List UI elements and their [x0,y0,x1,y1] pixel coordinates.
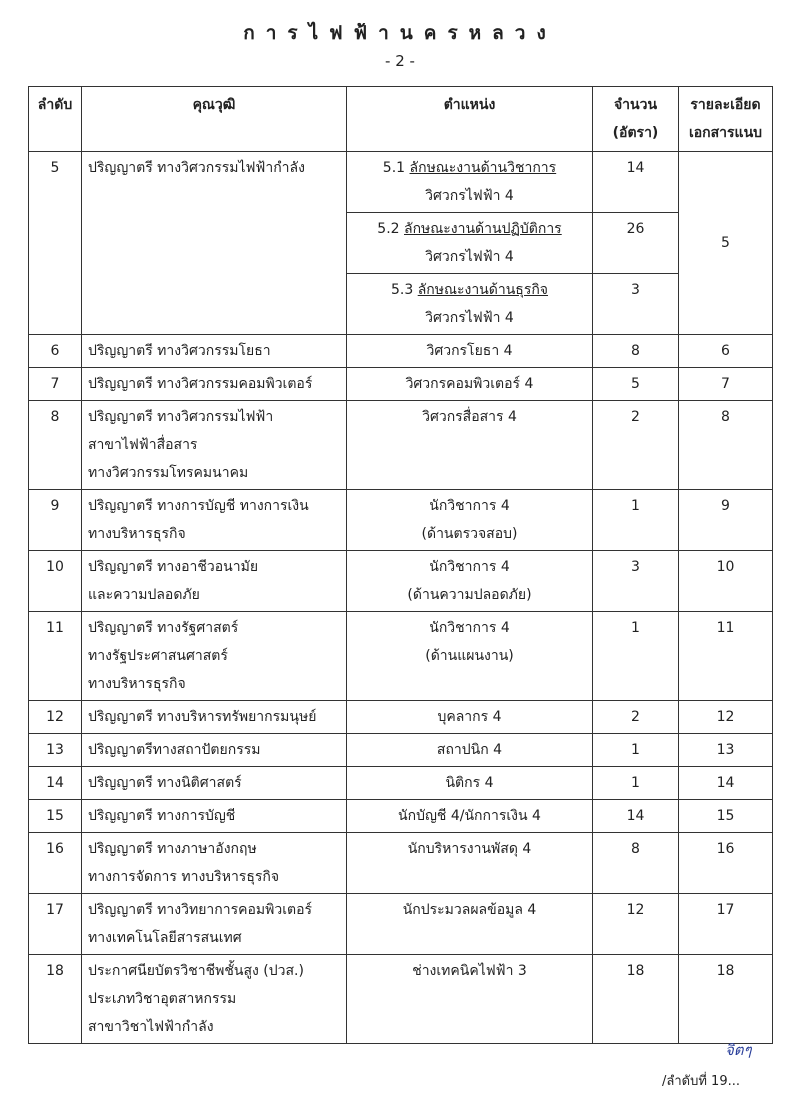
position-line: นักบัญชี 4/นักการเงิน 4 [398,808,541,824]
qualification-line: ทางรัฐประศาสนศาสตร์ [88,648,228,664]
col-header-position: ตำแหน่ง [347,87,593,152]
position-line: นักวิชาการ 4 [429,620,510,636]
cell-qualification [82,894,347,955]
cell-position [347,800,593,833]
position-line: วิศวกรคอมพิวเตอร์ 4 [405,376,534,392]
position-line: สถาปนิก 4 [436,742,503,758]
table-row [29,368,773,401]
cell-order: 6 [29,335,82,368]
cell-count: 1 [593,767,679,800]
cell-attachment: 5 [679,152,773,335]
position-line: นิติกร 4 [445,775,494,791]
qualification-line: และความปลอดภัย [88,587,200,603]
cell-attachment: 14 [679,767,773,800]
qualification-line: ทางเทคโนโลยีสารสนเทศ [88,930,242,946]
cell-qualification [82,767,347,800]
qualification-line: ปริญญาตรี ทางวิศวกรรมโยธา [88,343,271,359]
cell-attachment: 11 [679,612,773,701]
qualification-line: ปริญญาตรี ทางภาษาอังกฤษ [88,841,257,857]
position-line: (ด้านตรวจสอบ) [421,526,518,542]
qualification-line: ปริญญาตรี ทางบริหารทรัพยากรมนุษย์ [88,709,317,725]
cell-qualification [82,612,347,701]
cell-qualification [82,701,347,734]
sub-prefix: 5.1 [382,160,410,176]
cell-order: 16 [29,833,82,894]
cell-position [347,767,593,800]
table-row [29,490,773,551]
cell-count: 26 [593,213,679,274]
cell-qualification: ปริญญาตรี ทางวิศวกรรมไฟฟ้ากำลัง [82,152,347,335]
cell-position [347,833,593,894]
qualification-line: ทางบริหารธุรกิจ [88,676,186,692]
col-header-count: จำนวน (อัตรา) [593,87,679,152]
qualification-line: ปริญญาตรีทางสถาปัตยกรรม [88,742,261,758]
cell-qualification [82,490,347,551]
table-row [29,955,773,1044]
qualification-line: ปริญญาตรี ทางการบัญชี ทางการเงิน [88,498,309,514]
cell-order: 7 [29,368,82,401]
position-line: วิศวกรโยธา 4 [426,343,513,359]
cell-count: 18 [593,955,679,1044]
table-row [29,734,773,767]
qualification-line: ประเภทวิชาอุตสาหกรรม [88,991,237,1007]
cell-attachment: 16 [679,833,773,894]
qualification-line: ปริญญาตรี ทางวิศวกรรมไฟฟ้า [88,409,274,425]
position-line: นักประมวลผลข้อมูล 4 [402,902,537,918]
cell-position [347,274,593,335]
work-area: ลักษณะงานด้านวิชาการ [409,160,557,176]
qualification-line: สาขาวิชาไฟฟ้ากำลัง [88,1019,214,1035]
continuation-note: /ลำดับที่ 19... [662,1074,740,1089]
cell-order: 9 [29,490,82,551]
cell-position [347,955,593,1044]
col-header-attachment: รายละเอียด เอกสารแนบ [679,87,773,152]
cell-qualification [82,368,347,401]
cell-attachment: 6 [679,335,773,368]
cell-attachment: 12 [679,701,773,734]
cell-count: 2 [593,401,679,490]
table-row [29,800,773,833]
position-title: วิศวกรไฟฟ้า 4 [425,249,514,265]
position-line: บุคลากร 4 [437,709,502,725]
work-area: ลักษณะงานด้านปฏิบัติการ [404,221,562,237]
cell-position [347,368,593,401]
cell-attachment: 17 [679,894,773,955]
cell-order: 17 [29,894,82,955]
table-row [29,894,773,955]
cell-position [347,152,593,213]
cell-position [347,551,593,612]
cell-order: 8 [29,401,82,490]
positions-table [28,86,773,1044]
cell-position [347,490,593,551]
sub-prefix: 5.3 [390,282,418,298]
cell-order: 15 [29,800,82,833]
qualification-line: ทางวิศวกรรมโทรคมนาคม [88,465,249,481]
table-row [29,551,773,612]
position-title: วิศวกรไฟฟ้า 4 [425,188,514,204]
cell-attachment: 13 [679,734,773,767]
table-row [29,833,773,894]
cell-count: 14 [593,152,679,213]
cell-count: 14 [593,800,679,833]
cell-position [347,335,593,368]
cell-order: 5 [29,152,82,335]
cell-count: 1 [593,734,679,767]
qualification-line: ทางบริหารธุรกิจ [88,526,186,542]
qualification-line: ปริญญาตรี ทางอาชีวอนามัย [88,559,259,575]
col-header-order: ลำดับ [29,87,82,152]
cell-position [347,612,593,701]
cell-count: 2 [593,701,679,734]
cell-count: 12 [593,894,679,955]
cell-attachment: 9 [679,490,773,551]
cell-position [347,401,593,490]
qualification-line: ปริญญาตรี ทางการบัญชี [88,808,236,824]
cell-attachment: 8 [679,401,773,490]
cell-order: 11 [29,612,82,701]
cell-count: 8 [593,833,679,894]
table-row [29,335,773,368]
page-title: การไฟฟ้านครหลวง [243,22,557,44]
cell-order: 14 [29,767,82,800]
cell-order: 18 [29,955,82,1044]
qualification-line: ประกาศนียบัตรวิชาชีพชั้นสูง (ปวส.) [88,963,304,979]
cell-qualification [82,955,347,1044]
cell-count: 1 [593,490,679,551]
cell-qualification [82,551,347,612]
col-header-qualification: คุณวุฒิ [82,87,347,152]
cell-attachment: 18 [679,955,773,1044]
table-row [29,612,773,701]
qualification-line: ปริญญาตรี ทางวิศวกรรมคอมพิวเตอร์ [88,376,313,392]
cell-position [347,894,593,955]
cell-count: 8 [593,335,679,368]
cell-qualification [82,800,347,833]
cell-position [347,701,593,734]
cell-attachment: 15 [679,800,773,833]
cell-order: 10 [29,551,82,612]
cell-order: 12 [29,701,82,734]
cell-qualification [82,833,347,894]
qualification-line: ปริญญาตรี ทางวิทยาการคอมพิวเตอร์ [88,902,313,918]
work-area: ลักษณะงานด้านธุรกิจ [417,282,549,298]
table-row [29,401,773,490]
cell-count: 5 [593,368,679,401]
cell-qualification [82,401,347,490]
cell-qualification [82,734,347,767]
signature-initials: จิตๆ [725,1041,752,1059]
position-line: นักบริหารงานพัสดุ 4 [407,841,532,857]
page-number: - 2 - [385,52,415,70]
cell-count: 3 [593,551,679,612]
cell-order: 13 [29,734,82,767]
position-title: วิศวกรไฟฟ้า 4 [425,310,514,326]
cell-attachment: 10 [679,551,773,612]
position-line: ช่างเทคนิคไฟฟ้า 3 [412,963,527,979]
table-row [29,767,773,800]
position-line: นักวิชาการ 4 [429,559,510,575]
cell-count: 1 [593,612,679,701]
position-line: วิศวกรสื่อสาร 4 [422,409,517,425]
qualification-line: ทางการจัดการ ทางบริหารธุรกิจ [88,869,280,885]
qualification-line: ปริญญาตรี ทางรัฐศาสตร์ [88,620,239,636]
cell-position [347,734,593,767]
cell-attachment: 7 [679,368,773,401]
position-line: นักวิชาการ 4 [429,498,510,514]
sub-prefix: 5.2 [377,221,404,237]
cell-count: 3 [593,274,679,335]
position-line: (ด้านแผนงาน) [425,648,514,664]
qualification-line: ปริญญาตรี ทางนิติศาสตร์ [88,775,242,791]
qualification-line: สาขาไฟฟ้าสื่อสาร [88,437,198,453]
table-header-row [29,87,773,152]
position-line: (ด้านความปลอดภัย) [407,587,532,603]
cell-position [347,213,593,274]
table-row [29,152,773,213]
table-row [29,701,773,734]
cell-qualification [82,335,347,368]
